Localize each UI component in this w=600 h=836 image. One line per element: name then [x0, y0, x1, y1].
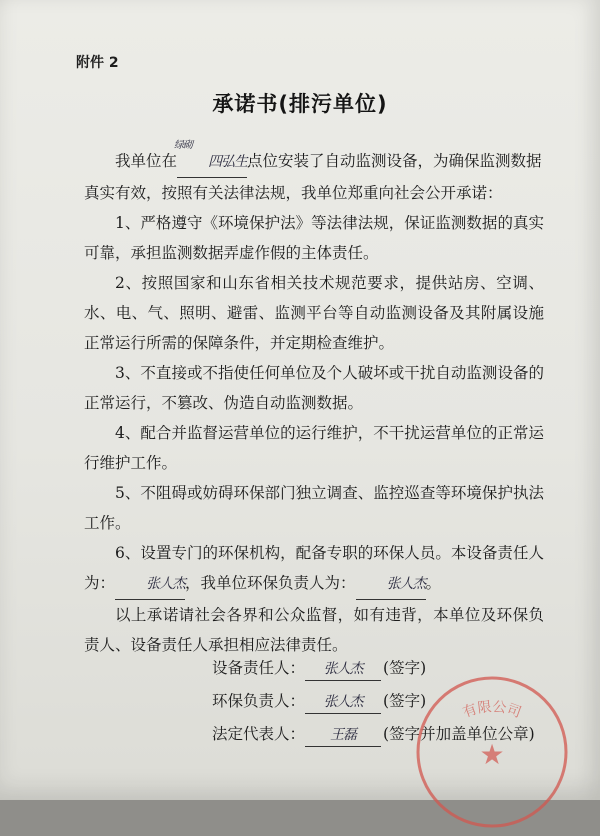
- seal-star-icon: ★: [479, 738, 505, 771]
- signature-row-device: [212, 652, 572, 685]
- signature-row-legal: [212, 718, 572, 751]
- commitment-item-5: 5、不阻碍或妨碍环保部门独立调查、监控巡查等环境保护执法工作。: [84, 484, 544, 532]
- item6-text-b1: 任人为：: [84, 544, 544, 592]
- seal-text: 有限公司: [460, 699, 524, 722]
- signature-env-person: 张人杰: [305, 691, 381, 714]
- commitment-item-6: [84, 538, 544, 600]
- handwritten-location: 四弘生: [177, 147, 247, 178]
- item6-text-b2: ，我单位环保负责人为：: [185, 574, 356, 592]
- signature-label: 环保负责人：: [212, 692, 306, 710]
- closing-statement: 以上承诺请社会各界和公众监督，如有违背，本单位及环保负责人、设备责任人承担相应法律责任。: [84, 606, 544, 654]
- handwritten-location-note: 绿砌: [174, 140, 192, 151]
- item6-text-a: 6、设置专门的环保机构，配备专职的环保人员。本设备责: [115, 544, 513, 562]
- commitment-item-2: 2、按照国家和山东省相关技术规范要求，提供站房、空调、水、电、气、照明、避雷、监测平台等自动监测设备及其附属设施正常运行所需的保障条件，并定期检查维护。: [84, 274, 544, 352]
- signature-label: 设备责任人：: [212, 659, 306, 677]
- signature-legal-rep: 王磊: [305, 724, 381, 747]
- commitment-item-4: 4、配合并监督运营单位的运行维护，不干扰运营单位的正常运行维护工作。: [84, 424, 544, 472]
- intro-suffix: 点位安装了自动监测设备，为确保监测数据: [247, 152, 542, 170]
- attachment-label: 附件 2: [76, 55, 119, 71]
- intro-prefix: 我单位在: [115, 152, 178, 170]
- signature-note: (签字): [383, 692, 427, 710]
- signature-device-person: 张人杰: [305, 658, 381, 681]
- commitment-item-3: 3、不直接或不指使任何单位及个人破坏或干扰自动监测设备的正常运行，不篡改、伪造自动监测数据。: [84, 364, 544, 412]
- env-person-handwritten: 张人杰: [356, 569, 426, 600]
- commitment-item-1: 1、严格遵守《环境保护法》等法律法规，保证监测数据的真实可靠，承担监测数据弄虚作假的主体责任。: [84, 214, 544, 262]
- signature-note: (签字): [383, 659, 427, 677]
- signature-note: (签字并加盖单位公章): [383, 725, 535, 743]
- document-title: 承诺书(排污单位): [212, 92, 388, 116]
- signature-block: [212, 652, 572, 751]
- device-person-handwritten: 张人杰: [115, 569, 185, 600]
- intro-line-2: 真实有效，按照有关法律法规，我单位郑重向社会公开承诺：: [84, 184, 503, 202]
- document-body: [84, 146, 544, 660]
- signature-label: 法定代表人：: [212, 725, 306, 743]
- signature-row-env: [212, 685, 572, 718]
- intro-line-1: [84, 146, 544, 178]
- item6-text-b3: 。: [425, 574, 442, 592]
